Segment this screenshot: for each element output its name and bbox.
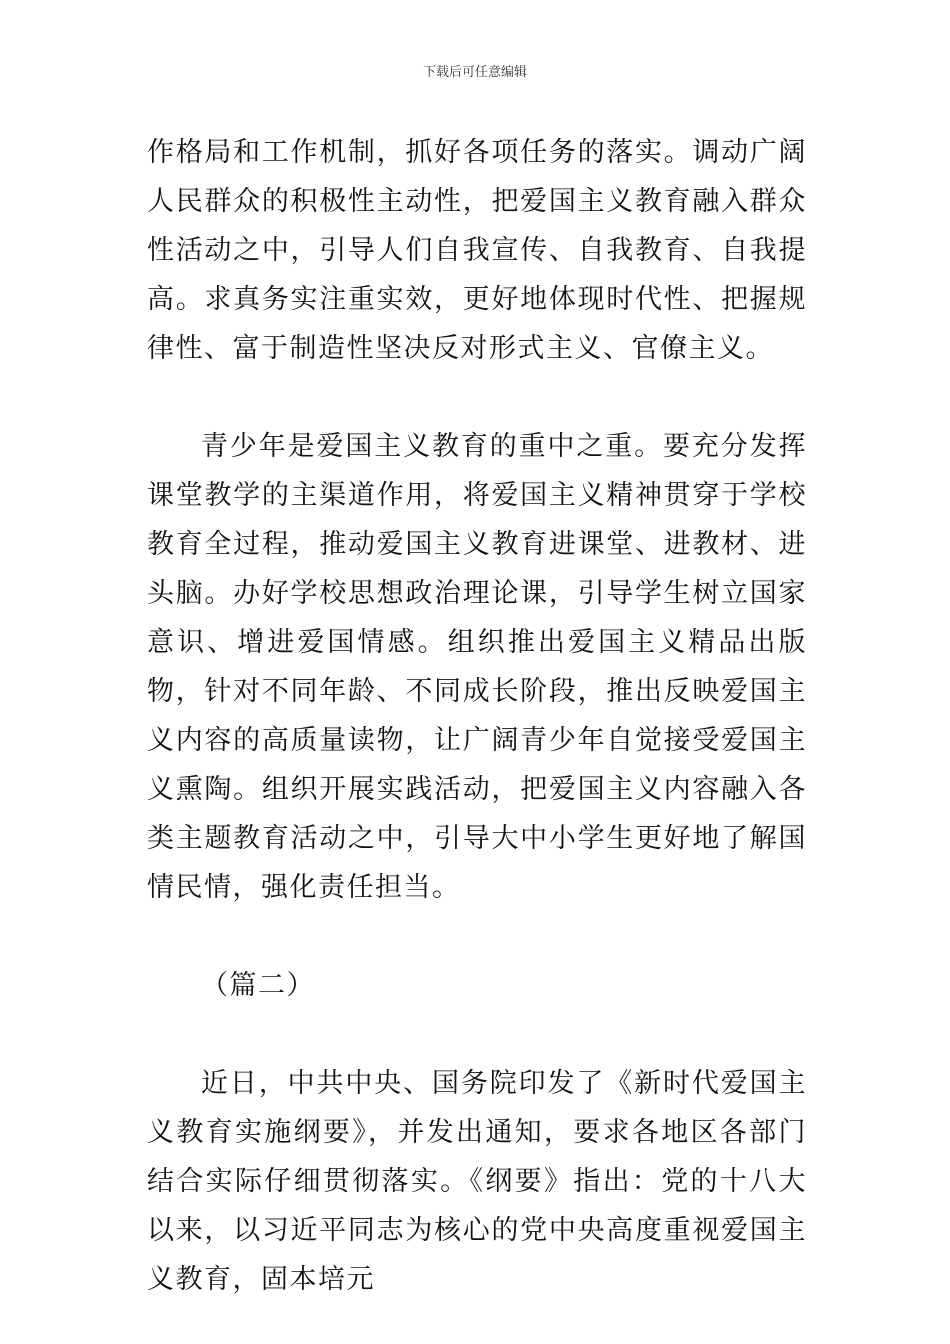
document-body bbox=[147, 128, 807, 1304]
section-heading: （篇二） bbox=[201, 970, 315, 1001]
paragraph-3: 近日，中共中央、国务院印发了《新时代爱国主义教育实施纲要》，并发出通知，要求各地区各部门结合实际仔细贯彻落实。《纲要》指出：党的十八大以来，以习近平同志为核心的党中央高度重视爱国主义教育，固本培元 bbox=[147, 1068, 807, 1295]
paragraph-2: 青少年是爱国主义教育的重中之重。要充分发挥课堂教学的主渠道作用，将爱国主义精神贯穿于学校教育全过程，推动爱国主义教育进课堂、进教材、进头脑。办好学校思想政治理论课，引导学生树立国家意识、增进爱国情感。组织推出爱国主义精品出版物，针对不同年龄、不同成长阶段，推出反映爱国主义内容的高质量读物，让广阔青少年自觉接受爱国主义熏陶。组织开展实践活动，把爱国主义内容融入各类主题教育活动之中，引导大中小学生更好地了解国情民情，强化责任担当。 bbox=[147, 431, 807, 903]
paragraph-gap bbox=[147, 373, 807, 422]
paragraph-gap bbox=[147, 1010, 807, 1059]
page-header-note: 下载后可任意编辑 bbox=[422, 65, 527, 80]
paragraph-gap bbox=[147, 912, 807, 961]
paragraph-1: 作格局和工作机制，抓好各项任务的落实。调动广阔人民群众的积极性主动性，把爱国主义教育融入群众性活动之中，引导人们自我宣传、自我教育、自我提高。求真务实注重实效，更好地体现时代性、把握规律性、富于制造性坚决反对形式主义、官僚主义。 bbox=[147, 137, 807, 364]
